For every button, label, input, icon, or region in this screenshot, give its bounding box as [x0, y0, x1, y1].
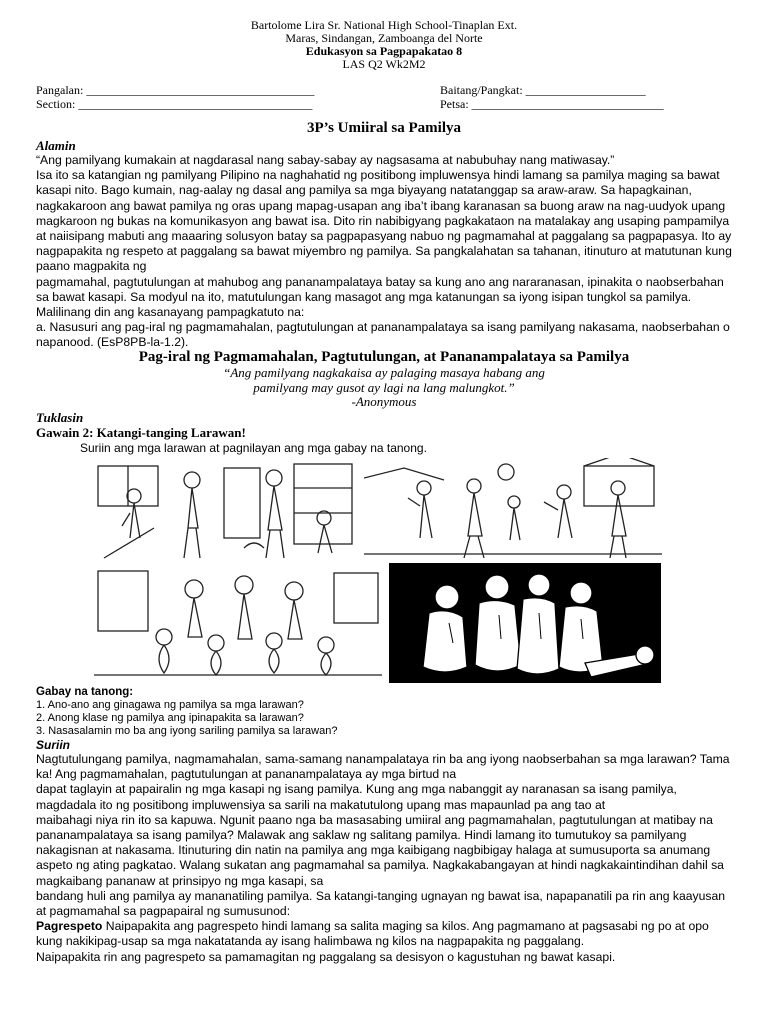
family-gathering-drawing	[94, 567, 382, 679]
family-play-illustration	[364, 458, 662, 562]
suriin-paragraph-1: Nagtutulungang pamilya, nagmamahalan, sama-samang nanampalataya rin ba ang iyong naobserbahan sa mga larawan? Tama ka! Ang pagmamahalan, pagtutulungan at pananampalataya ay mga birtud na	[36, 752, 730, 782]
baitang-field: Baitang/Pangkat: ____________________	[440, 83, 646, 97]
activity-title: Gawain 2: Katangi-tanging Larawan!	[36, 425, 246, 440]
pangalan-field: Pangalan: ______________________________________	[36, 83, 315, 97]
gabay-question-2: 2. Anong klase ng pamilya ang ipinapakita sa larawan?	[36, 712, 304, 724]
pagrespeto-label: Pagrespeto	[36, 919, 103, 934]
suriin-paragraph-4: bandang huli ang pamilya ay mananatiling pamilya. Sa katangi-tanging ugnayan ng bawat isa, napapanatili pa rin ang kaayusan at pagmamahal sa pagpapairal ng sumusunod:	[36, 888, 726, 919]
alamin-quote: “Ang pamilyang kumakain at nagdarasal nang sabay-sabay ay nagsasama at nabubuhay nang matiwasay.”	[36, 153, 615, 167]
alamin-heading: Alamin	[36, 138, 76, 153]
suriin-paragraph-5: Naipapakita rin ang pagrespeto sa pamamagitan ng paggalang sa desisyon o kagustuhan ng bawat kasapi.	[36, 949, 616, 964]
family-play-drawing	[364, 458, 662, 562]
epigraph-author: -Anonymous	[351, 394, 417, 409]
alamin-body	[36, 153, 736, 351]
gabay-question-3: 3. Nasasalamin mo ba ang iyong sariling pamilya sa larawan?	[36, 725, 338, 737]
alamin-objective: a. Nasusuri ang pag-iral ng pagmamahalan, pagtutulungan at pananampalataya sa isang pamilyang nakasama, naobserbahan o napanood. (EsP8PB-la-1.2).	[36, 320, 730, 350]
alamin-paragraph-2: pagmamahal, pagtutulungan at mahubog ang pananampalataya batay sa kung ano ang nararanasan, ipinakita o naobserbahan sa bawat kasapi. Sa modyul na ito, matutulungan kang masagot ang mga katanungan sa iyong isipan tungkol sa pamilya. Malilinang din ang kasanayang pampagkatuto na:	[36, 274, 724, 320]
family-gathering-illustration	[94, 567, 382, 679]
alamin-paragraph-1: Isa ito sa katangian ng pamilyang Pilipino na naghahatid ng positibong impluwensya hindi lamang sa pamilya maging sa bawat kasapi nito. Bago kumain, nag-aalay ng dasal ang pamilya sa mga biyayang natatanggap sa araw-araw. Sa hapagkainan, nagkakaroon ang bawat pamilya ng oras upang mapag-usapan ang iba’t ibang karanasan sa buong araw na nag-uudyok upang magkaroon ng bukas na komunikasyon ang bawat isa. Dito rin nabibigyang pagkakataon na matalakay ang usaping pampamilya at naiisipang mabuti ang maaaring solusyon batay sa pagpapasyang nabuo ng pagmamahal at paggalang sa pagpapasya. Ito ay nagpapakita ng respeto at paggalang sa bawat miyembro ng pamilya. Sa pangkalahatan sa tahanan, itinuturo at matutunan kung paano magpakita ng	[36, 168, 732, 274]
tuklasin-heading: Tuklasin	[36, 410, 84, 425]
suriin-body	[36, 752, 736, 965]
suriin-paragraph-2: dapat taglayin at papairalin ng mga kasapi ng isang pamilya. Kung ang mga nabanggit ay naranasan sa isang pamilya, magdadala ito ng positibong impluwensiya sa sarili na makatutulong upang mas mapaunlad pa ang tao at	[36, 782, 677, 812]
chores-illustration	[94, 458, 360, 562]
gabay-heading: Gabay na tanong:	[36, 686, 134, 698]
pagrespeto-text: Naipapakita ang pagrespeto hindi lamang sa salita maging sa kilos. Ang pagmamano at pagsasabi ng po at opo kung nakikipag-usap sa mga nakatatanda ay isang halimbawa ng kilos na nagpapakita ng paggalang.	[36, 919, 709, 949]
activity-instruction: Suriin ang mga larawan at pagnilayan ang mga gabay na tanong.	[80, 441, 427, 455]
school-name: Bartolome Lira Sr. National High School-Tinaplan Ext.	[250, 18, 518, 32]
subject-title: Edukasyon sa Pagpapakatao 8	[305, 44, 463, 58]
epigraph-line-1: “Ang pamilyang nagkakaisa ay palaging masaya habang ang	[223, 365, 545, 380]
suriin-paragraph-3: maibahagi niya rin ito sa kapuwa. Ngunit paano nga ba masasabing umiiral ang pagmamahalan, pagtutulungan at matibay na pananampalataya sa isang pamilya? Malawak ang saklaw ng salitang pamilya. Hindi lamang ito tumutukoy sa pamilyang nakagisnan at nakasama. Itinuturing din natin na pamilya ang mga kaibigang nagbibigay halaga at sumusuporta sa anumang aspeto ng ating pagkatao. Walang sukatan ang pagmamahal sa pamilya. Nagkakabangayan at hindi nagkakaintindihan dahil sa magkaibang pananaw at prinsipyo ng mga kasapi, sa	[36, 812, 724, 888]
section-field: Section: _______________________________________	[36, 97, 313, 111]
suriin-heading: Suriin	[36, 738, 71, 752]
las-code: LAS Q2 Wk2M2	[342, 57, 426, 71]
family-praying-drawing	[389, 563, 661, 683]
pagrespeto-item	[36, 919, 736, 949]
petsa-field: Petsa: ________________________________	[440, 97, 664, 111]
page-title: 3P’s Umiiral sa Pamilya	[306, 120, 461, 136]
family-praying-illustration	[389, 563, 661, 683]
chores-drawing	[94, 458, 360, 562]
epigraph-line-2: pamilyang may gusot ay lagi na lang malungkot.”	[253, 380, 515, 395]
section-title: Pag-iral ng Pagmamahalan, Pagtutulungan, at Pananampalataya sa Pamilya	[138, 349, 630, 365]
gabay-question-1: 1. Ano-ano ang ginagawa ng pamilya sa mga larawan?	[36, 699, 304, 711]
school-address: Maras, Sindangan, Zamboanga del Norte	[285, 31, 483, 45]
